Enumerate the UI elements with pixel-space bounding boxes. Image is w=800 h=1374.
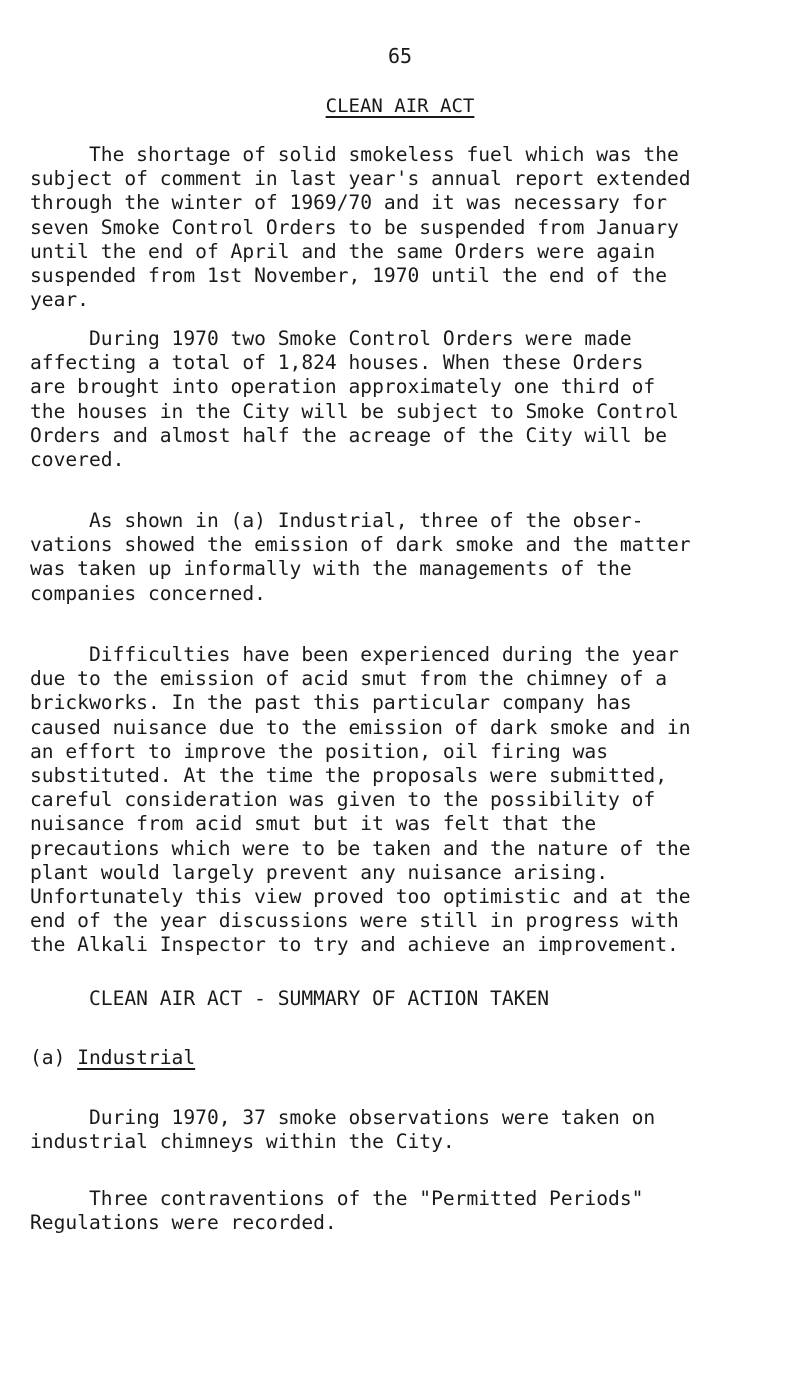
section-paragraph-1 (30, 1106, 780, 1154)
paragraph-line: covered. (30, 448, 125, 472)
paragraph-line: year. (30, 288, 89, 312)
section-label: (a) (30, 1046, 66, 1069)
paragraph-3 (30, 509, 780, 606)
paragraph-line: Orders and almost half the acreage of the City will be (30, 423, 668, 447)
paragraph-line: substituted. At the time the proposals were submitted, (30, 764, 668, 788)
paragraph-line: Three contraventions of the "Permitted Periods" (30, 1187, 644, 1210)
paragraph-line: vations showed the emission of dark smoke and the matter (30, 533, 691, 557)
page-title (0, 95, 800, 117)
section-title: Industrial (77, 1046, 196, 1069)
paragraph-2 (30, 327, 780, 472)
paragraph-line: due to the emission of acid smut from the chimney of a (30, 667, 668, 691)
paragraph-line: During 1970, 37 smoke observations were taken on (30, 1106, 656, 1129)
paragraph-line: Difficulties have been experienced during the year (30, 643, 679, 666)
paragraph-line: are brought into operation approximately one third of (30, 375, 656, 399)
paragraph-line: plant would largely prevent any nuisance arising. (30, 860, 609, 884)
paragraph-line: As shown in (a) Industrial, three of the obser- (30, 509, 644, 532)
paragraph-line: the Alkali Inspector to try and achieve an improvement. (30, 933, 679, 957)
paragraph-line: brickworks. In the past this particular company has (30, 691, 632, 715)
paragraph-line: end of the year discussions were still in progress with (30, 909, 679, 933)
paragraph-line: seven Smoke Control Orders to be suspended from January (30, 215, 679, 239)
summary-heading: CLEAN AIR ACT - SUMMARY OF ACTION TAKEN (30, 987, 550, 1010)
paragraph-line: affecting a total of 1,824 houses. When these Orders (30, 351, 644, 375)
paragraph-line: was taken up informally with the managements of the (30, 557, 632, 581)
section-heading (30, 1046, 195, 1070)
paragraph-line: The shortage of solid smokeless fuel which was the (30, 143, 679, 166)
paragraph-line: the houses in the City will be subject to Smoke Control (30, 399, 679, 423)
page-title-text: CLEAN AIR ACT (325, 95, 475, 117)
paragraph-line: precautions which were to be taken and the nature of the (30, 836, 691, 860)
paragraph-line: caused nuisance due to the emission of dark smoke and in (30, 715, 691, 739)
paragraph-line: companies concerned. (30, 581, 266, 605)
paragraph-line: suspended from 1st November, 1970 until the end of the (30, 264, 668, 288)
paragraph-line: until the end of April and the same Orders were again (30, 239, 656, 263)
paragraph-line: Unfortunately this view proved too optimistic and at the (30, 885, 691, 909)
paragraph-line: nuisance from acid smut but it was felt that the (30, 812, 597, 836)
paragraph-line: an effort to improve the position, oil firing was (30, 739, 609, 763)
paragraph-line: subject of comment in last year's annual report extended (30, 167, 691, 191)
page-number: 65 (387, 44, 413, 68)
paragraph-1 (30, 143, 780, 312)
paragraph-line: through the winter of 1969/70 and it was necessary for (30, 191, 668, 215)
paragraph-line: During 1970 two Smoke Control Orders were made (30, 327, 632, 350)
paragraph-line: Regulations were recorded. (30, 1211, 337, 1235)
paragraph-line: careful consideration was given to the possibility of (30, 788, 656, 812)
paragraph-4 (30, 643, 780, 958)
section-paragraph-2 (30, 1187, 780, 1235)
paragraph-line: industrial chimneys within the City. (30, 1130, 455, 1154)
